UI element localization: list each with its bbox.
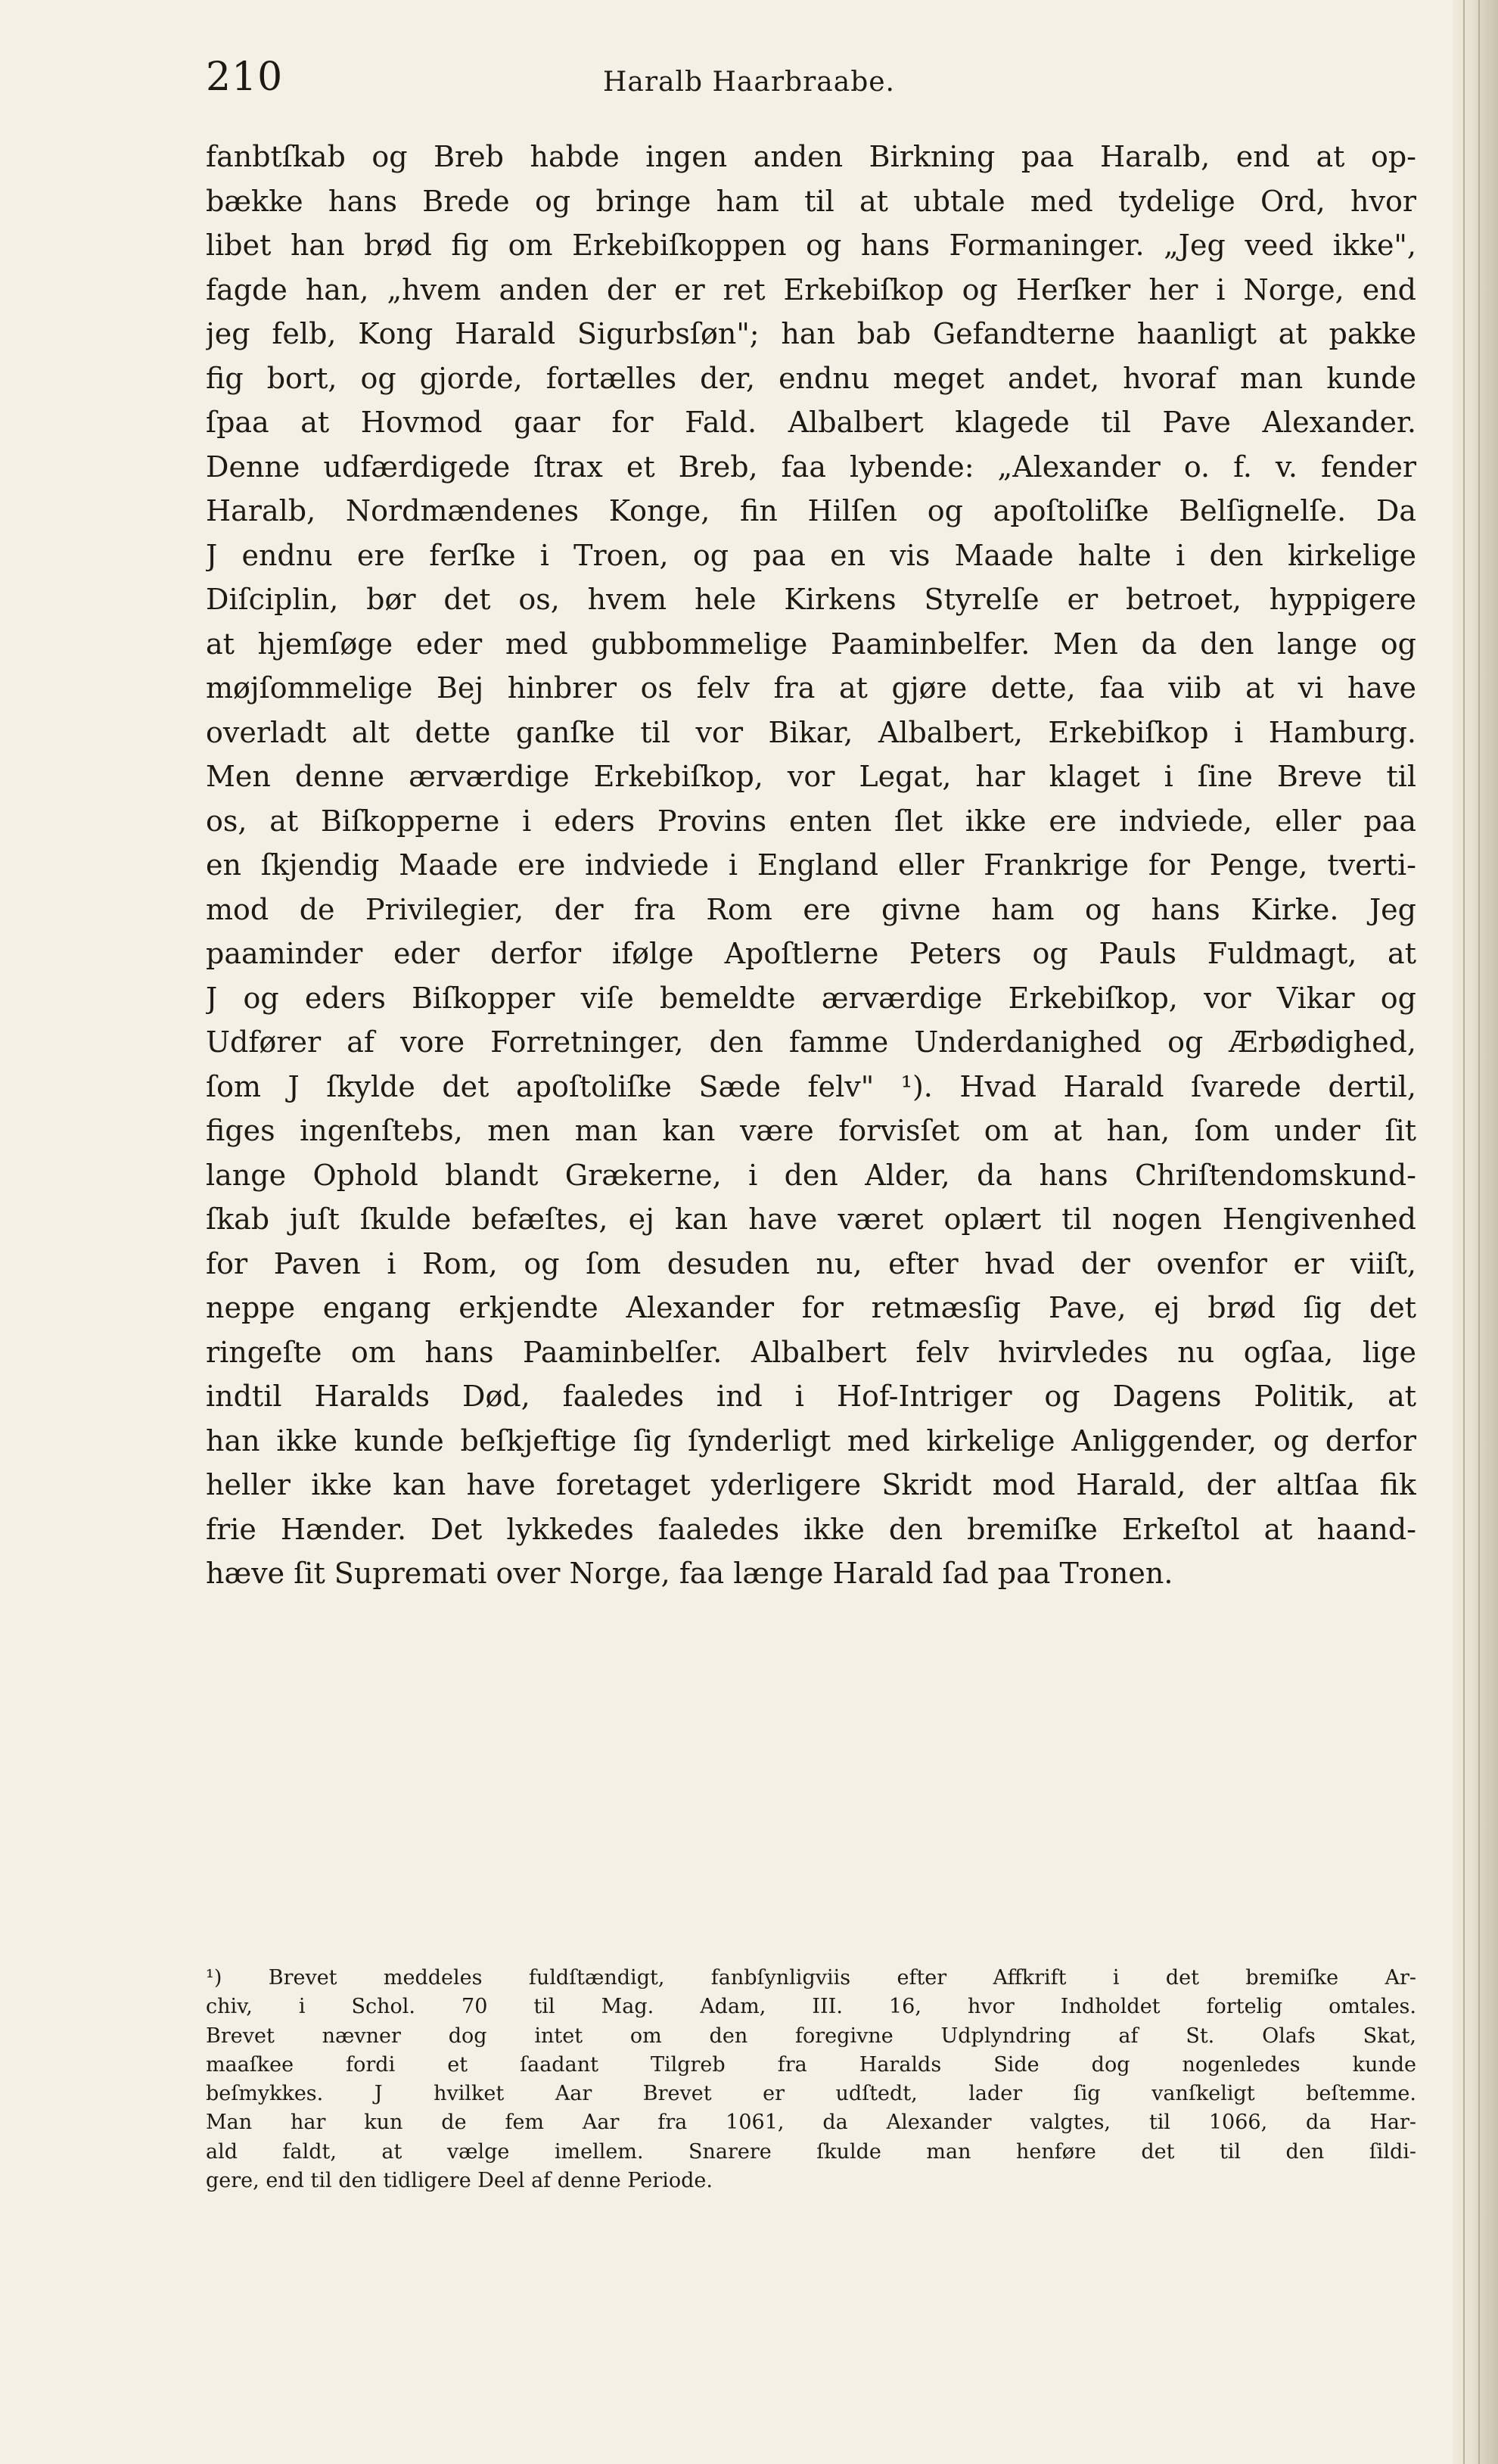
text-line: J endnu ere ferſke i Troen, og paa en vis Maade halte i den kirkelige — [206, 538, 1416, 572]
text-line: bække hans Brede og bringe ham til at ubtale med tydelige Ord, hvor — [206, 184, 1416, 218]
text-line: mod de Privilegier, der fra Rom ere givne ham og hans Kirke. Jeg — [206, 892, 1416, 926]
footnote-line: Brevet nævner dog intet om den foregivne Udplyndring af St. Olafs Skat, — [206, 2024, 1416, 2048]
body-text — [206, 135, 1416, 1596]
footnote-line: gere, end til den tidligere Deel af denne Periode. — [206, 2169, 713, 2193]
text-line: ſpaa at Hovmod gaar for Fald. Albalbert klagede til Pave Alexander. — [206, 406, 1416, 439]
text-line: Men denne ærværdige Erkebiſkop, vor Legat, har klaget i ſine Breve til — [206, 760, 1416, 793]
footnote-line: beſmykkes. J hvilket Aar Brevet er udſtedt, lader ſig vanſkeligt beſtemme. — [206, 2082, 1416, 2106]
text-line: indtil Haralds Død, faaledes ind i Hof-Intriger og Dagens Politik, at — [206, 1380, 1416, 1413]
page-edge-line — [1463, 0, 1465, 2464]
text-line: Diſciplin, bør det os, hvem hele Kirkens Styrelſe er betroet, hyppigere — [206, 583, 1416, 616]
page-edge-shadow — [1453, 0, 1498, 2464]
footnote-line: ¹) Brevet meddeles fuldſtændigt, fanbſynligviis efter Affkrift i det bremiſke Ar- — [206, 1966, 1416, 1990]
text-line: ringeſte om hans Paaminbelſer. Albalbert felv hvirvledes nu ogſaa, lige — [206, 1335, 1416, 1369]
text-line: figes ingenſtebs, men man kan være forvisſet om at han, ſom under ſit — [206, 1114, 1416, 1147]
text-line: J og eders Biſkopper viſe bemeldte ærværdige Erkebiſkop, vor Vikar og — [206, 981, 1416, 1015]
text-line: fanbtſkab og Breb habde ingen anden Birkning paa Haralb, end at op- — [206, 140, 1416, 173]
page-edge-line — [1478, 0, 1480, 2464]
text-line: ſkab juſt ſkulde befæſtes, ej kan have været oplært til nogen Hengivenhed — [206, 1202, 1416, 1236]
text-line: ſom J ſkylde det apoſtoliſke Sæde felv" ¹). Hvad Harald ſvarede dertil, — [206, 1069, 1416, 1103]
text-line: Haralb, Nordmændenes Konge, fin Hilſen og apoſtoliſke Belſignelſe. Da — [206, 494, 1416, 527]
footnote-line: ald faldt, at vælge imellem. Snarere ſkulde man henføre det til den ſildi- — [206, 2139, 1416, 2164]
text-line: fagde han, „hvem anden der er ret Erkebiſkop og Herſker her i Norge, end — [206, 272, 1416, 306]
text-line: overladt alt dette ganſke til vor Bikar, Albalbert, Erkebiſkop i Hamburg. — [206, 715, 1416, 749]
text-line: lange Ophold blandt Grækerne, i den Alder, da hans Chriſtendomskund- — [206, 1158, 1416, 1192]
text-line: for Paven i Rom, og ſom desuden nu, efter hvad der ovenfor er viiſt, — [206, 1246, 1416, 1280]
text-line: en ſkjendig Maade ere indviede i England eller Frankrige for Penge, tverti- — [206, 848, 1416, 882]
text-line: Udfører af vore Forretninger, den famme Underdanighed og Ærbødighed, — [206, 1025, 1416, 1059]
text-line: paaminder eder derfor ifølge Apoſtlerne Peters og Pauls Fuldmagt, at — [206, 937, 1416, 970]
text-line: jeg felb, Kong Harald Sigurbsſøn"; han bab Gefandterne haanligt at pakke — [206, 317, 1416, 350]
footnote-line: chiv, i Schol. 70 til Mag. Adam, III. 16, hvor Indholdet fortelig omtales. — [206, 1995, 1416, 2019]
footnote-line: Man har kun de fem Aar fra 1061, da Alexander valgtes, til 1066, da Har- — [206, 2111, 1416, 2135]
footnote-line: maaſkee fordi et ſaadant Tilgreb fra Haralds Side dog nogenledes kunde — [206, 2052, 1416, 2077]
text-line: os, at Biſkopperne i eders Provins enten ſlet ikke ere indviede, eller paa — [206, 804, 1416, 838]
text-line: heller ikke kan have foretaget yderligere Skridt mod Harald, der altſaa fik — [206, 1468, 1416, 1501]
running-title: Haralb Haarbraabe. — [602, 67, 896, 98]
text-line: libet han brød fig om Erkebiſkoppen og hans Formaninger. „Jeg veed ikke", — [206, 229, 1416, 262]
text-line: hæve ſit Supremati over Norge, faa længe Harald ſad paa Tronen. — [206, 1557, 1173, 1590]
text-line: frie Hænder. Det lykkedes faaledes ikke den bremiſke Erkeſtol at haand- — [206, 1512, 1416, 1546]
text-line: Denne udfærdigede ſtrax et Breb, faa lybende: „Alexander o. f. v. fender — [206, 450, 1416, 484]
text-line: at hjemſøge eder med gubbommelige Paaminbelfer. Men da den lange og — [206, 627, 1416, 661]
text-line: han ikke kunde beſkjeftige ſig ſynderligt med kirkelige Anliggender, og derfor — [206, 1423, 1416, 1458]
footnotes — [206, 1964, 1416, 2195]
text-line: møjſommelige Bej hinbrer os felv fra at gjøre dette, faa viib at vi have — [206, 671, 1416, 705]
text-line: fig bort, og gjorde, fortælles der, endnu meget andet, hvoraf man kunde — [206, 361, 1416, 395]
page-number: 210 — [206, 54, 284, 100]
text-line: neppe engang erkjendte Alexander for retmæsſig Pave, ej brød ſig det — [206, 1291, 1416, 1324]
